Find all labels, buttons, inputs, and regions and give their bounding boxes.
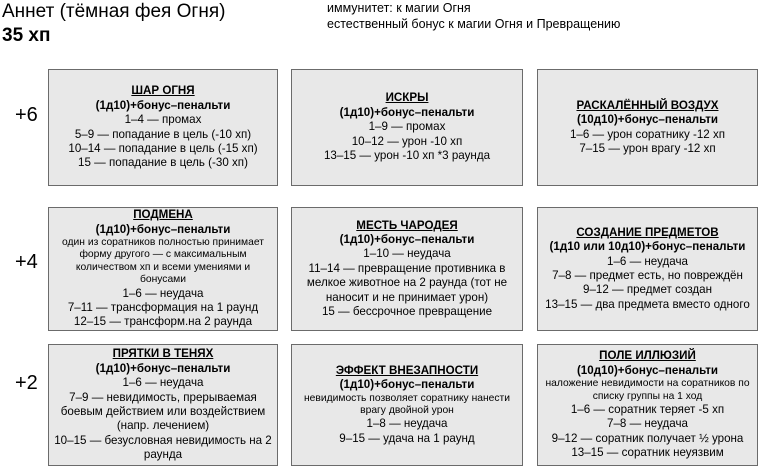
spell-outcome-line: 1–6 — неудача: [122, 376, 204, 390]
spell-outcome-line: 7–15 — урон врагу -12 хп: [579, 141, 716, 155]
bonus-note: естественный бонус к магии Огня и Превращению: [327, 17, 621, 31]
spell-formula: (1д10)+бонус–пенальти: [95, 361, 231, 375]
spell-outcome-line: 7–11 — трансформация на 1 раунд: [67, 301, 259, 315]
spell-outcome-line: 1–8 — неудача: [366, 417, 448, 431]
spell-outcome-line: 13–15 — соратник неуязвим: [571, 446, 724, 460]
spell-title: ЭФФЕКТ ВНЕЗАПНОСТИ: [335, 363, 479, 377]
spell-outcome-line: 1–4 — промах: [124, 113, 202, 127]
spell-title: МЕСТЬ ЧАРОДЕЯ: [356, 218, 458, 232]
spell-title: ШАР ОГНЯ: [131, 84, 195, 98]
spell-card: [291, 69, 523, 186]
spell-outcome-line: 1–9 — промах: [368, 120, 446, 134]
spell-outcome-line: 13–15 — урон -10 хп *3 раунда: [323, 149, 491, 163]
character-notes: [327, 0, 620, 32]
spell-outcome-line: 7–8 — предмет есть, но повреждён: [552, 269, 743, 282]
spell-outcome-line: 15 — бессрочное превращение: [321, 305, 493, 319]
spell-card: [537, 344, 758, 466]
spell-card: [291, 207, 523, 331]
spell-outcome-line: 12–15 — трансформ.на 2 раунда: [73, 315, 253, 329]
character-name: Аннет (тёмная фея Огня): [2, 1, 226, 22]
spell-outcome-line: 13–15 — два предмета вместо одного: [545, 297, 750, 311]
spell-outcome-line: 10–14 — попадание в цель (-15 хп): [68, 141, 258, 155]
spell-outcome-line: 10–15 — безусловная невидимость на 2 раунда: [54, 433, 272, 462]
hit-points: 35 хп: [2, 25, 51, 46]
spell-formula: (1д10)+бонус–пенальти: [339, 232, 475, 246]
spell-outcome-line: 10–12 — урон -10 хп: [351, 134, 463, 148]
spell-outcome-line: 1–6 — неудача: [607, 254, 688, 268]
spell-formula: (1д10)+бонус–пенальти: [95, 98, 231, 112]
row-bonus-label: +6: [15, 104, 38, 126]
spell-outcome-line: 1–6 — урон соратнику -12 хп: [569, 127, 726, 141]
spell-card: [48, 344, 278, 466]
spell-formula: (1д10)+бонус–пенальти: [339, 105, 475, 119]
spell-formula: (10д10)+бонус–пенальти: [576, 113, 719, 127]
spell-outcome-line: 9–15 — удача на 1 раунд: [339, 431, 475, 445]
row-bonus-label: +4: [15, 251, 38, 273]
spell-title: ИСКРЫ: [385, 91, 429, 105]
spell-card: [48, 207, 278, 331]
spell-card: [537, 69, 758, 186]
spell-title: РАСКАЛЁННЫЙ ВОЗДУХ: [576, 98, 719, 112]
spell-title: ПРЯТКИ В ТЕНЯХ: [112, 347, 214, 361]
spell-formula: (1д10)+бонус–пенальти: [339, 378, 475, 392]
spell-formula: (10д10)+бонус–пенальти: [576, 363, 719, 377]
spell-outcome-line: 7–8 — неудача: [607, 417, 688, 431]
spell-description: один из соратников полностью принимает форму другого — с максимальным количеством хп и всеми умениями и бонусами: [62, 236, 264, 286]
row-bonus-label: +2: [15, 372, 38, 394]
spell-card: [291, 344, 523, 466]
spell-title: ПОДМЕНА: [133, 208, 193, 222]
spell-outcome-line: 11–14 — превращение противника в мелкое животное на 2 раунда (тот не наносит и не принимает урон): [306, 261, 508, 304]
spell-title: СОЗДАНИЕ ПРЕДМЕТОВ: [576, 225, 719, 239]
spell-outcome-line: 7–9 — невидимость, прерываемая боевым действием или воздействием (напр. лечением): [60, 390, 266, 433]
spell-card: [48, 69, 278, 186]
spell-outcome-line: 9–12 — предмет создан: [583, 283, 712, 297]
spell-outcome-line: 9–12 — соратник получает ½ урона: [551, 431, 744, 445]
spell-formula: (1д10)+бонус–пенальти: [95, 222, 231, 236]
spell-title: ПОЛЕ ИЛЛЮЗИЙ: [599, 349, 696, 363]
spell-description: невидимость позволяет соратнику нанести врагу двойной урон: [303, 392, 511, 416]
spell-formula: (1д10 или 10д10)+бонус–пенальти: [549, 240, 746, 254]
immunity-note: иммунитет: к магии Огня: [327, 1, 471, 15]
spell-outcome-line: 15 — попадание в цель (-30 хп): [78, 156, 248, 170]
spell-card: [537, 207, 758, 331]
spell-description: наложение невидимости на соратников по списку группы на 1 ход: [545, 378, 750, 402]
spell-outcome-line: 1–10 — неудача: [363, 247, 451, 261]
spell-outcome-line: 1–6 — соратник теряет -5 хп: [570, 403, 725, 416]
spell-outcome-line: 5–9 — попадание в цель (-10 хп): [74, 127, 252, 141]
spell-outcome-line: 1–6 — неудача: [122, 286, 204, 300]
